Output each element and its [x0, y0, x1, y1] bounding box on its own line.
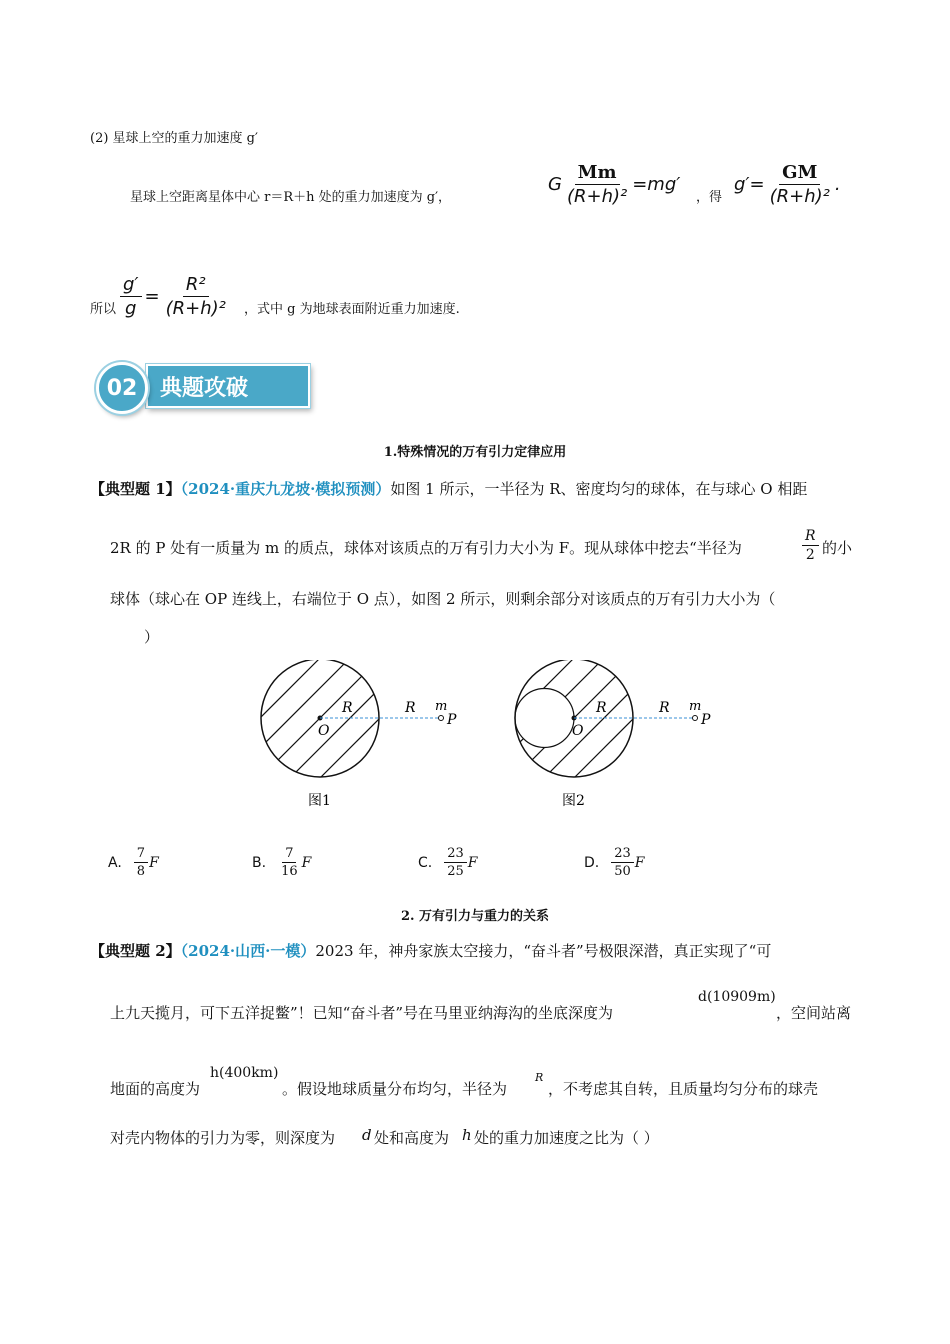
option-d-frac [611, 846, 634, 879]
option-a-den: 8 [136, 864, 146, 879]
eq2-lhs: g′= [734, 174, 765, 195]
problem2-source: （2024·山西·一模） [180, 942, 316, 960]
eq3-left-fraction [120, 274, 142, 319]
problem1-source: （2024·重庆九龙坡·模拟预测） [180, 480, 391, 498]
option-b-den: 16 [281, 864, 298, 879]
problem1-line3: 球体（球心在 OP 连线上，右端位于 O 点），如图 2 所示，则剩余部分对该质点的万有引力大小为（ [110, 590, 776, 608]
problem2-line3c: ，不考虑其自转，且质量均匀分布的球壳 [548, 1080, 819, 1098]
problem2-line1 [90, 944, 771, 959]
equation-1 [548, 162, 680, 207]
fig2-label-R2: R [659, 700, 670, 716]
eq3-right-numerator: R² [183, 274, 209, 297]
section-badge-title [146, 364, 310, 408]
problem1-line2: 2R 的 P 处有一质量为 m 的质点，球体对该质点的万有引力大小为 F。现从球体中挖去“半径为 [110, 539, 742, 557]
problem2-text1: 2023 年，神舟家族太空接力，“奋斗者”号极限深潜，真正实现了“可 [315, 942, 772, 960]
topic1-heading: 1.特殊情况的万有引力定律应用 [383, 445, 567, 460]
option-c[interactable] [418, 846, 478, 879]
badge-title-text: 典题攻破 [160, 375, 249, 401]
option-c-frac [444, 846, 467, 879]
problem2-height-math: h(400km) [210, 1065, 279, 1081]
section-line1: 星球上空距离星体中心 r＝R＋h 处的重力加速度为 g′， [130, 190, 452, 205]
problem2-symbol-h: h [462, 1126, 472, 1144]
option-c-letter: C. [418, 854, 433, 871]
problem2-label: 【典型题 2】 [90, 942, 181, 960]
problem2-symbol-d: d [362, 1126, 372, 1144]
conjunction-de: ，得 [696, 190, 723, 205]
option-b-letter: B. [252, 854, 267, 871]
option-d-unit: F [634, 854, 645, 871]
option-a-unit: F [149, 854, 159, 871]
eq1-rhs: =mg′ [632, 174, 681, 195]
eq2-numerator: GM [779, 162, 820, 185]
option-d[interactable] [584, 846, 645, 879]
problem1-frac-den: 2 [805, 547, 815, 563]
option-c-num: 23 [444, 846, 467, 863]
suoyi: 所以 [90, 302, 117, 317]
option-d-letter: D. [584, 854, 600, 871]
fig2-label-R1: R [596, 700, 607, 716]
option-a-num: 7 [134, 846, 148, 863]
problem1-frac-inner [802, 528, 819, 563]
option-c-unit: F [467, 854, 478, 871]
problem1-text1: 如图 1 所示，一半径为 R、密度均匀的球体，在与球心 O 相距 [390, 480, 808, 498]
option-c-den: 25 [447, 864, 464, 879]
problem1-frac [802, 528, 819, 563]
fig1-label-P: P [447, 712, 457, 728]
problem1-frac-num: R [802, 528, 819, 546]
option-b-frac [278, 846, 301, 879]
option-a-letter: A. [108, 854, 122, 871]
option-b-unit: F [301, 854, 312, 871]
eq2-fraction [767, 162, 833, 207]
topic2-heading: 2. 万有引力与重力的关系 [400, 909, 550, 924]
problem2-line2: 上九天揽月，可下五洋捉鳖”！已知“奋斗者”号在马里亚纳海沟的坐底深度为 [110, 1004, 614, 1022]
fig2-label-O: O [572, 723, 584, 739]
section-badge-number: 02 [96, 362, 148, 414]
fig1-label-O: O [318, 723, 330, 739]
problem2-radius-R: R [535, 1071, 544, 1084]
fig2-label-P: P [701, 712, 711, 728]
eq2-denominator: (R+h)² [769, 186, 830, 207]
option-a[interactable] [108, 846, 159, 879]
fig1-caption: 图1 [308, 793, 331, 809]
option-b[interactable] [252, 846, 311, 879]
problem1-label: 【典型题 1】 [90, 480, 181, 498]
problem2-line4b: 处和高度为 [374, 1129, 450, 1147]
problem2-line4a: 对壳内物体的引力为零，则深度为 [110, 1129, 336, 1147]
option-d-num: 23 [611, 846, 634, 863]
problem1-line1 [90, 482, 807, 497]
eq3-numerator: g′ [120, 274, 142, 297]
problem2-line2-end: ，空间站离 [776, 1004, 852, 1022]
equation-2 [734, 162, 841, 207]
problem1-line4: ） [144, 628, 160, 646]
eq3-denominator: g [125, 298, 137, 319]
eq2-end: . [834, 174, 841, 195]
problem1-line2-end: 的小 [822, 539, 853, 557]
fig1-label-R1: R [342, 700, 353, 716]
problem2-line3b: 。假设地球质量分布均匀，半径为 [282, 1080, 508, 1098]
option-d-den: 50 [614, 864, 631, 879]
fig2-caption: 图2 [562, 793, 585, 809]
figure1-sphere [250, 660, 470, 798]
option-b-num: 7 [282, 846, 296, 863]
eq1-denominator: (R+h)² [566, 186, 628, 207]
equation-3 [120, 274, 229, 319]
eq1-G: G [548, 174, 562, 195]
problem2-line3a: 地面的高度为 [110, 1080, 201, 1098]
eq1-numerator: Mm [575, 162, 620, 185]
fig1-label-R2: R [405, 700, 416, 716]
eq3-right-fraction [163, 274, 229, 319]
option-a-frac [134, 846, 148, 879]
section-line3: ，式中 g 为地球表面附近重力加速度. [244, 302, 460, 317]
problem2-line4c: 处的重力加速度之比为（ ） [474, 1129, 659, 1147]
problem2-depth-math: d(10909m) [698, 989, 776, 1005]
eq3-right-denominator: (R+h)² [165, 298, 226, 319]
gravity-figure [250, 660, 730, 810]
fig2-label-m: m [689, 699, 702, 714]
fig1-label-m: m [435, 699, 448, 714]
eq1-fraction [564, 162, 630, 207]
section-title: (2) 星球上空的重力加速度 g′ [90, 131, 258, 146]
eq3-equals: = [144, 286, 160, 307]
